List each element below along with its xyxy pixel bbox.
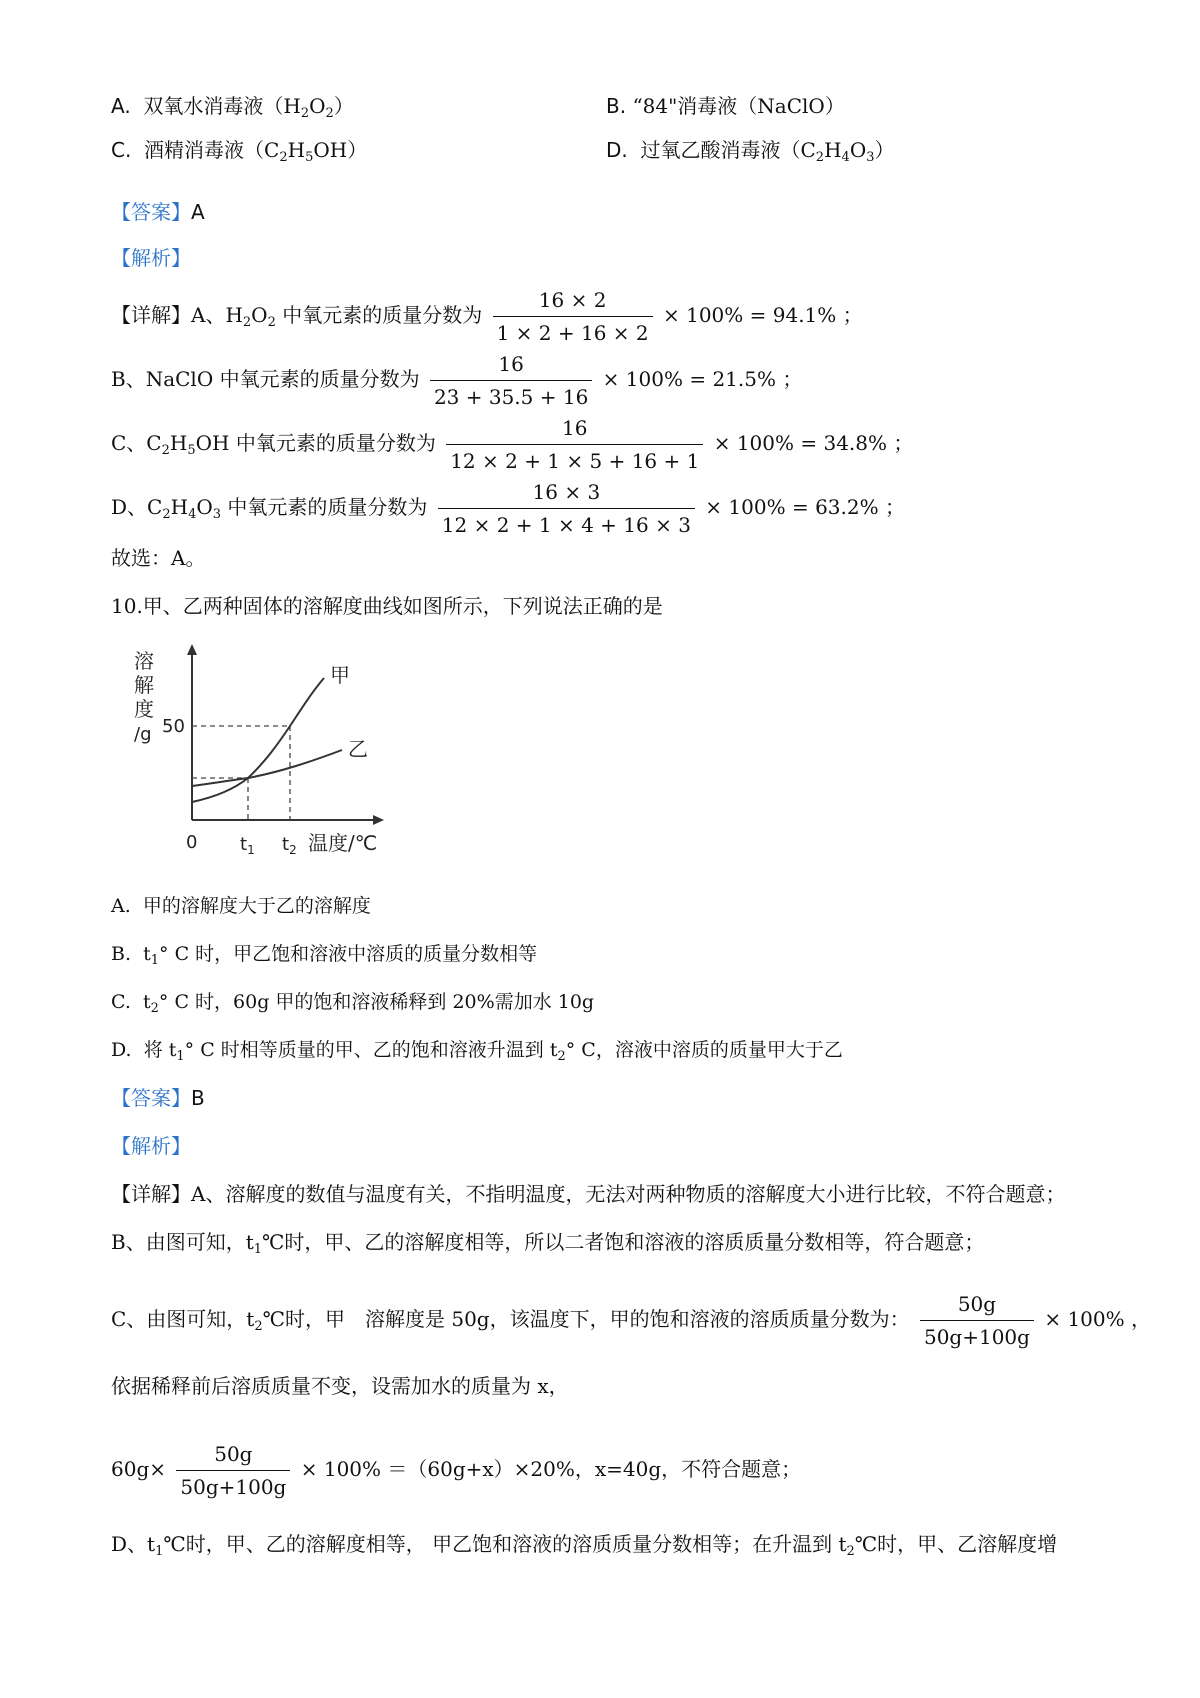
- q10-detail-b: B、由图可知，$t_1℃$时，甲、乙的溶解度相等，所以二者饱和溶液的溶质质量分数相等，符合题意；: [111, 1230, 985, 1257]
- q9-detail-a: 【详解】A、$H_2O_2$ 中氧元素的质量分数为 $\frac{16 \times 2}{1 \times 2 + 16 \times 2}$ × 100% = 94.1% ；: [111, 288, 863, 345]
- fraction: $\frac{16 \times 2}{1 \times 2 + 16 \times 2}$: [493, 286, 653, 347]
- q10-detail-d: D、$t_1℃$时，甲、乙的溶解度相等， 甲乙饱和溶液的溶质质量分数相等；在升温到 $t_2℃$时，甲、乙溶解度增: [111, 1532, 1058, 1559]
- series-yi-label: 乙: [348, 737, 368, 761]
- origin-label: 0: [186, 832, 198, 853]
- q10-detail-c3: 60g× $\frac{50g}{50g+100g}$ × 100% ＝（60g+x）×20%，x=40g，不符合题意；: [111, 1442, 802, 1499]
- q10-analysis-label: 【解析】: [111, 1134, 191, 1158]
- q10-detail-c: C、由图可知，$t_2℃$时，甲 溶解度是 50g，该温度下，甲的饱和溶液的溶质质量分数为： $\frac{50g}{50g+100g}$ × 100% ，: [111, 1292, 1151, 1349]
- q9-detail-c: C、$C_2H_5OH$ 中氧元素的质量分数为 $\frac{16}{12 \times 2 + 1 \times 5 + 16 + 1}$ × 100% = 34.8% ；: [111, 416, 914, 473]
- q10-answer: 【答案】B: [111, 1086, 205, 1110]
- q9-option-a: A. 双氧水消毒液$(H_2O_2)$: [111, 94, 354, 121]
- y-axis-arrow: [187, 644, 197, 655]
- y-label-4: /g: [134, 724, 152, 745]
- q9-option-b: B. “84"消毒液（NaClO）: [606, 94, 845, 118]
- q10-option-a: A. 甲的溶解度大于乙的溶解度: [111, 895, 371, 917]
- q9-detail-d: D、$C_2H_4O_3$ 中氧元素的质量分数为 $\frac{16 \times 3}{12 \times 2 + 1 \times 4 + 16 \times 3}$ × 100% = 63.2% ；: [111, 480, 905, 537]
- q10-detail-a: 【详解】A、溶解度的数值与温度有关，不指明温度，无法对两种物质的溶解度大小进行比较，不符合题意；: [111, 1182, 1066, 1206]
- x-tick-t2: $t_2$: [282, 834, 297, 857]
- q9-analysis-label: 【解析】: [111, 246, 191, 270]
- x-axis-label: 温度/℃: [308, 831, 378, 855]
- q9-answer: 【答案】A: [111, 200, 205, 224]
- y-label-1: 溶: [134, 649, 154, 673]
- q9-detail-b: B、NaClO 中氧元素的质量分数为 $\frac{16}{23 + 35.5 + 16}$ × 100% = 21.5% ；: [111, 352, 803, 409]
- q10-stem: 10.甲、乙两种固体的溶解度曲线如图所示，下列说法正确的是: [111, 594, 663, 618]
- q9-option-d: D. 过氧乙酸消毒液$(C_2H_4O_3)$: [606, 138, 895, 165]
- solubility-chart: [120, 640, 420, 870]
- x-axis-arrow: [373, 815, 384, 825]
- y-label-2: 解: [134, 673, 154, 697]
- q9-conclusion: 故选：A。: [111, 546, 206, 570]
- q10-detail-c2: 依据稀释前后溶质质量不变，设需加水的质量为 x，: [111, 1374, 569, 1398]
- q9-option-c: C. 酒精消毒液$(C_2H_5OH)$: [111, 138, 368, 165]
- fraction: $\frac{16}{12 \times 2 + 1 \times 5 + 16 + 1}$: [446, 414, 703, 475]
- fraction: $\frac{16}{23 + 35.5 + 16}$: [430, 350, 592, 411]
- y-tick-50: 50: [162, 716, 185, 737]
- y-label-3: 度: [134, 697, 154, 721]
- fraction: $\frac{50g}{50g+100g}$: [176, 1440, 290, 1501]
- series-yi-curve: [192, 750, 342, 786]
- q10-option-d: D. 将 $t_1^\circ$ C 时相等质量的甲、乙的饱和溶液升温到 $t_2^\circ$ C，溶液中溶质的质量甲大于乙: [111, 1039, 843, 1064]
- series-jia-label: 甲: [330, 663, 350, 687]
- q10-option-b: B. $t_1^\circ$ C 时，甲乙饱和溶液中溶质的质量分数相等: [111, 943, 538, 968]
- fraction: $\frac{16 \times 3}{12 \times 2 + 1 \times 4 + 16 \times 3}$: [438, 478, 695, 539]
- x-tick-t1: $t_1$: [240, 834, 255, 857]
- fraction: $\frac{50g}{50g+100g}$: [920, 1290, 1034, 1351]
- q10-option-c: C. $t_2^\circ$ C 时，60g 甲的饱和溶液稀释到 20%需加水 10g: [111, 991, 595, 1016]
